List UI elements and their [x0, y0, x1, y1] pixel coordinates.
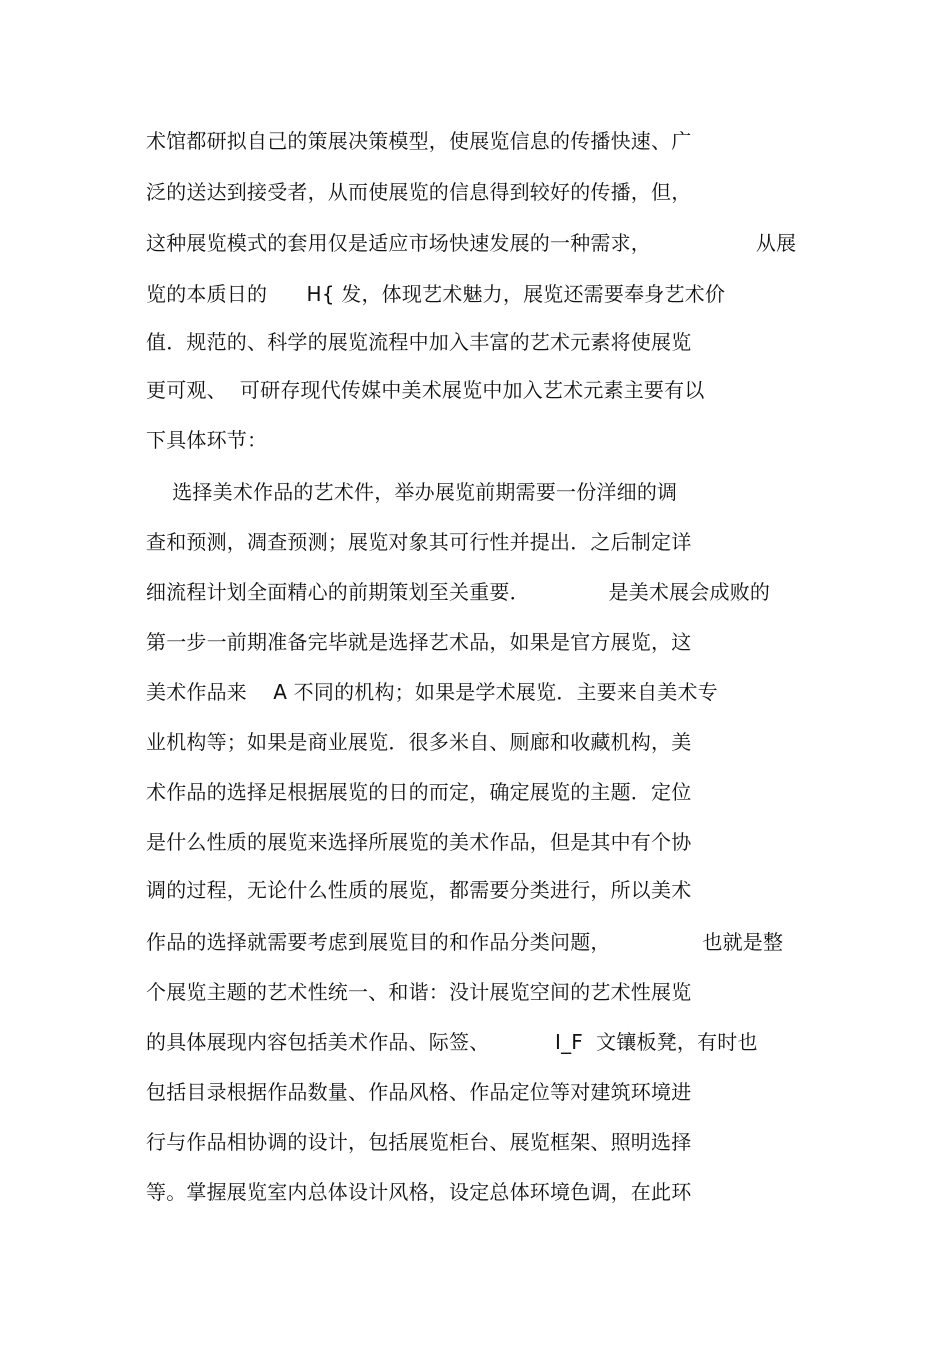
text-line: 业机构等；如果是商业展览．很多米自、厕廊和收藏机构，美 [146, 730, 692, 754]
text-line: 行与作品相协调的设计，包括展览柜台、展览框架、照明选择 [146, 1130, 692, 1154]
text-line: 选择美术作品的艺术件，举办展览前期需要一份洋细的调 [146, 480, 678, 504]
text-line: 值．规范的、科学的展览流程中加入丰富的艺术元素将使展览 [146, 330, 692, 354]
text-line: 细流程计划全面精心的前期策划至关重要． 是美术展会成败的 [146, 580, 771, 604]
text-line: 的具体展现内容包括美术作品、际签、 I_F 文镶板凳，有时也 [146, 1030, 758, 1054]
text-line: 更可观、 可研存现代传媒中美术展览中加入艺术元素主要有以 [146, 378, 705, 402]
text-line: 个展览主题的艺术性统一、和谐：没计展览空间的艺术性展览 [146, 980, 692, 1004]
text-line: 美术作品来 A 不同的机构；如果是学术展览．主要来自美术专 [146, 680, 718, 704]
text-line: 览的本质日的 H{ 发，体现艺术魅力，展览还需要奉身艺术价 [146, 282, 726, 306]
text-line: 泛的送达到接受者，从而使展览的信息得到较好的传播，但， [146, 180, 692, 204]
text-line: 术馆都研拟自己的策展决策模型，使展览信息的传播快速、广 [146, 129, 692, 153]
text-line: 作品的选择就需要考虑到展览目的和作品分类问题， 也就是整 [146, 930, 784, 954]
text-line: 等。掌握展览室内总体设计风格，设定总体环境色调，在此环 [146, 1180, 692, 1204]
text-line: 是什么性质的展览来选择所展览的美术作品，但是其中有个协 [146, 830, 692, 854]
text-line: 调的过程，无论什么性质的展览，都需要分类进行，所以美术 [146, 878, 692, 902]
text-line: 查和预测，凋查预测；展览对象其可行性并提出．之后制定详 [146, 530, 692, 554]
text-line: 下具体环节： [146, 428, 268, 452]
text-line: 这种展览模式的套用仅是适应市场快速发展的一种需求， 从展 [146, 231, 797, 255]
text-line: 包括目录根据作品数量、作品风格、作品定位等对建筑环境进 [146, 1080, 692, 1104]
text-line: 术作品的选择足根据展览的日的而定，确定展览的主题．定位 [146, 780, 692, 804]
text-line: 第一步一前期准备完毕就是选择艺术品，如果是官方展览，这 [146, 630, 692, 654]
